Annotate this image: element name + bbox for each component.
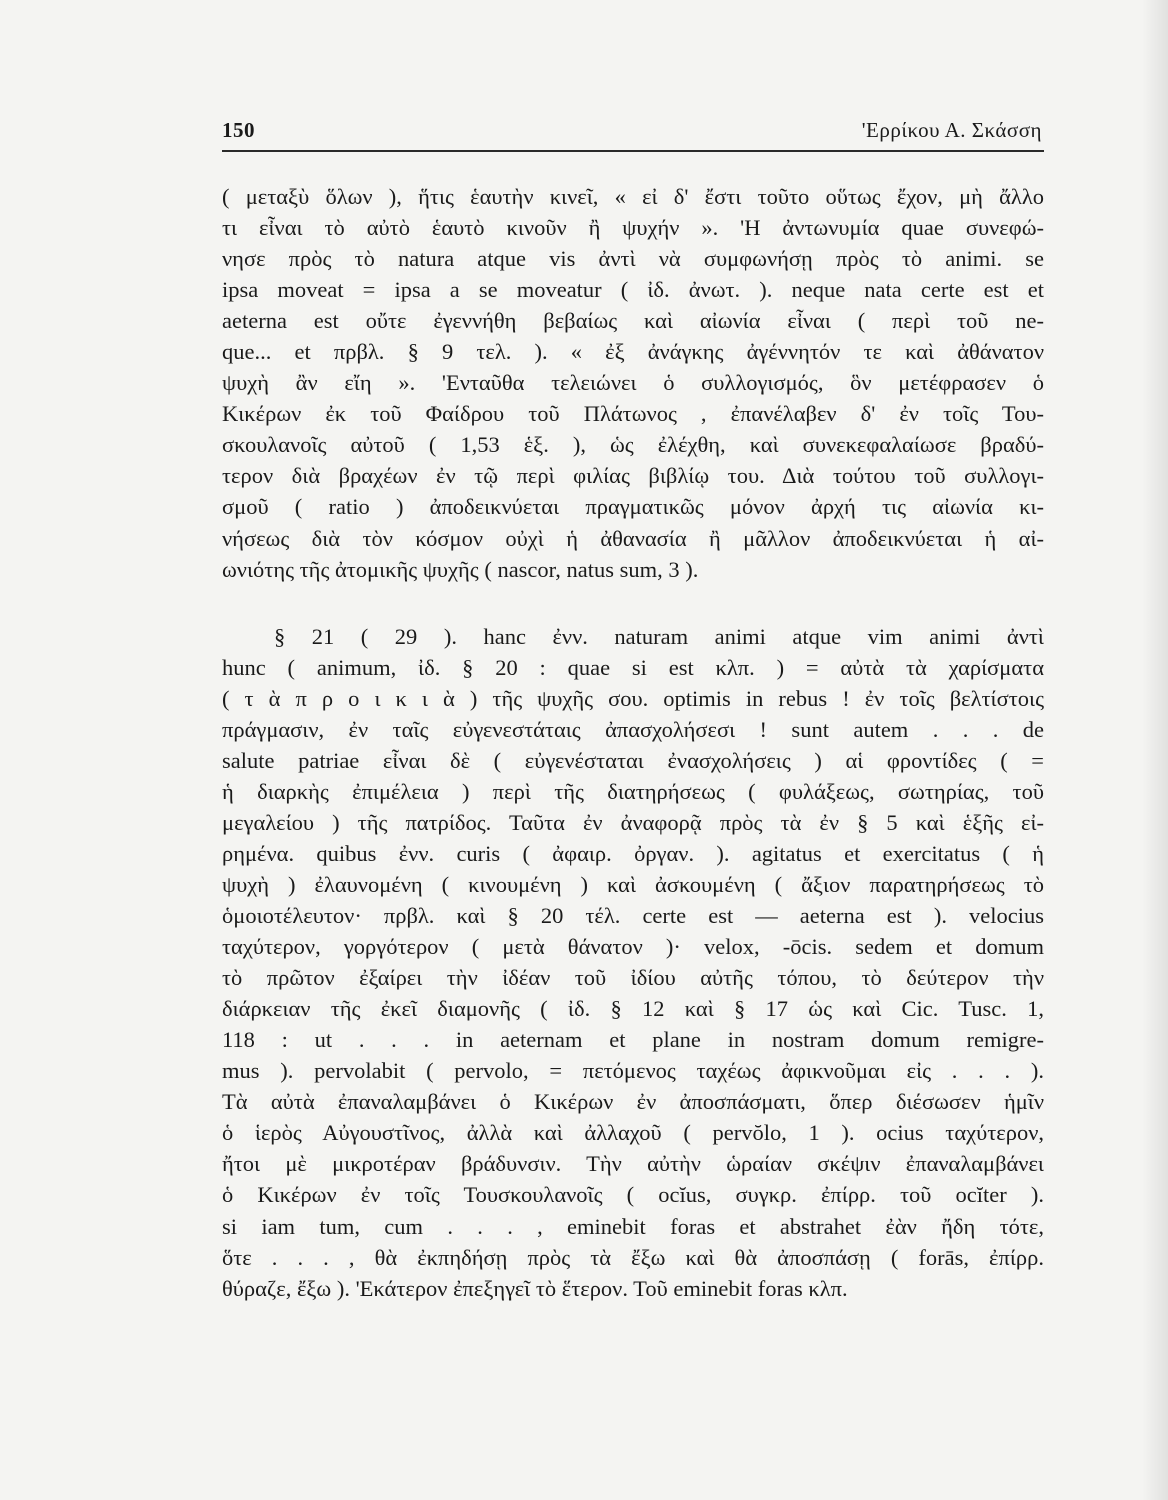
text-line: Κικέρων ἐκ τοῦ Φαίδρου τοῦ Πλάτωνος , ἐπανέλαβεν δ' ἐν τοῖς Του- <box>222 401 1044 427</box>
paragraph-commentary-20 <box>222 181 1044 585</box>
text-line: salute patriae εἶναι δὲ ( εὐγενέσταται ἐνασχολήσεις ) αἱ φροντίδες ( = <box>222 747 1044 773</box>
paragraph-commentary-21 <box>222 621 1044 1304</box>
text-line: σκουλανοῖς αὐτοῦ ( 1,53 ἑξ. ), ὡς ἐλέχθη, καὶ συνεκεφαλαίωσε βραδύ- <box>222 432 1044 458</box>
text-line: ὁ Κικέρων ἐν τοῖς Τουσκουλανοῖς ( ocĭus, συγκρ. ἐπίρρ. τοῦ ocĭter ). <box>222 1182 1044 1208</box>
text-line: τερον διὰ βραχέων ἐν τῷ περὶ φιλίας βιβλίῳ του. Διὰ τούτου τοῦ συλλογι- <box>222 463 1044 489</box>
page-number: 150 <box>222 118 255 142</box>
text-line: ἡ διαρκὴς ἐπιμέλεια ) περὶ τῆς διατηρήσεως ( φυλάξεως, σωτηρίας, τοῦ <box>222 778 1044 804</box>
text-line: ὅτε . . . , θὰ ἐκπηδήσῃ πρὸς τὰ ἔξω καὶ θὰ ἀποσπάσῃ ( forās, ἐπίρρ. <box>222 1244 1044 1270</box>
page-edge-shadow <box>1142 0 1168 1500</box>
text-line: ( τ ὰ π ρ ο ι κ ι ὰ ) τῆς ψυχῆς σου. optimis in rebus ! ἐν τοῖς βελτίστοις <box>222 685 1044 711</box>
text-line: 118 : ut . . . in aeternam et plane in nostram domum remigre- <box>222 1027 1044 1053</box>
text-line: νήσεως διὰ τὸν κόσμον οὐχὶ ἡ ἀθανασία ἢ μᾶλλον ἀποδεικνύεται ἡ αἰ- <box>222 525 1044 551</box>
body-text <box>222 181 1044 1304</box>
text-line: hunc ( animum, ἰδ. § 20 : quae si est κλπ. ) = αὐτὰ τὰ χαρίσματα <box>222 654 1044 680</box>
text-line: ὁ ἱερὸς Αὐγουστῖνος, ἀλλὰ καὶ ἀλλαχοῦ ( pervŏlo, 1 ). ocius ταχύτερον, <box>222 1120 1044 1146</box>
text-line: ψυχὴ ) ἐλαυνομένη ( κινουμένη ) καὶ ἀσκουμένη ( ἄξιον παρατηρήσεως τὸ <box>222 871 1044 897</box>
text-line: ταχύτερον, γοργότερον ( μετὰ θάνατον )· velox, -ōcis. sedem et domum <box>222 934 1044 960</box>
text-line: ἤτοι μὲ μικροτέραν βράδυνσιν. Τὴν αὐτὴν ὡραίαν σκέψιν ἐπαναλαμβάνει <box>222 1151 1044 1177</box>
text-line: si iam tum, cum . . . , eminebit foras et abstrahet ἐὰν ἤδη τότε, <box>222 1213 1044 1239</box>
text-line: ( μεταξὺ ὅλων ), ἥτις ἑαυτὴν κινεῖ, « εἰ δ' ἔστι τοῦτο οὕτως ἔχον, μὴ ἄλλο <box>222 184 1044 209</box>
text-line: ωνιότης τῆς ἀτομικῆς ψυχῆς ( nascor, natus sum, 3 ). <box>222 556 699 582</box>
text-line: ipsa moveat = ipsa a se moveatur ( ἰδ. ἀνωτ. ). neque nata certe est et <box>222 277 1044 303</box>
text-line: τὸ πρῶτον ἐξαίρει τὴν ἰδέαν τοῦ ἰδίου αὐτῆς τόπου, τὸ δεύτερον τὴν <box>222 965 1044 991</box>
text-line: διάρκειαν τῆς ἐκεῖ διαμονῆς ( ἰδ. § 12 καὶ § 17 ὡς καὶ Cic. Tusc. 1, <box>222 996 1044 1022</box>
text-line: ψυχὴ ἂν εἴη ». 'Ενταῦθα τελειώνει ὁ συλλογισμός, ὃν μετέφρασεν ὁ <box>222 370 1044 396</box>
text-line: νησε πρὸς τὸ natura atque vis ἀντὶ νὰ συμφωνήσῃ πρὸς τὸ animi. se <box>222 246 1044 272</box>
text-line: μεγαλείου ) τῆς πατρίδος. Ταῦτα ἐν ἀναφορᾷ πρὸς τὰ ἐν § 5 καὶ ἑξῆς εἰ- <box>222 809 1044 835</box>
text-line: § 21 ( 29 ). hanc ἐνν. naturam animi atque vim animi ἀντὶ <box>274 623 1044 649</box>
paragraph-gap <box>222 585 1044 621</box>
text-line: ρημένα. quibus ἐνν. curis ( ἀφαιρ. ὀργαν. ). agitatus et exercitatus ( ἡ <box>222 840 1044 866</box>
text-line: mus ). pervolabit ( pervolo, = πετόμενος ταχέως ἀφικνοῦμαι εἰς . . . ). <box>222 1058 1044 1084</box>
text-line: Τὰ αὐτὰ ἐπαναλαμβάνει ὁ Κικέρων ἐν ἀποσπάσματι, ὅπερ διέσωσεν ἡμῖν <box>222 1089 1044 1115</box>
text-line: θύραζε, ἔξω ). 'Εκάτερον ἐπεξηγεῖ τὸ ἕτερον. Τοῦ eminebit foras κλπ. <box>222 1275 848 1301</box>
text-line: aeterna est οὔτε ἐγεννήθη βεβαίως καὶ αἰωνία εἶναι ( περὶ τοῦ ne- <box>222 308 1044 334</box>
text-line: πράγμασιν, ἐν ταῖς εὐγενεστάταις ἀπασχολήσεσι ! sunt autem . . . de <box>222 716 1044 742</box>
text-line: σμοῦ ( ratio ) ἀποδεικνύεται πραγματικῶς μόνον ἀρχή τις αἰωνία κι- <box>222 494 1044 520</box>
text-line: que... et πρβλ. § 9 τελ. ). « ἐξ ἀνάγκης ἀγέννητόν τε καὶ ἀθάνατον <box>222 339 1044 365</box>
running-head: 'Ερρίκου Α. Σκάσση <box>861 118 1042 142</box>
text-line: ὁμοιοτέλευτον· πρβλ. καὶ § 20 τέλ. certe est — aeterna est ). velocius <box>222 903 1044 929</box>
text-line: τι εἶναι τὸ αὐτὸ ἑαυτὸ κινοῦν ἢ ψυχήν ». 'Η ἀντωνυμία quae συνεφώ- <box>222 215 1044 241</box>
page-header <box>222 114 1044 152</box>
